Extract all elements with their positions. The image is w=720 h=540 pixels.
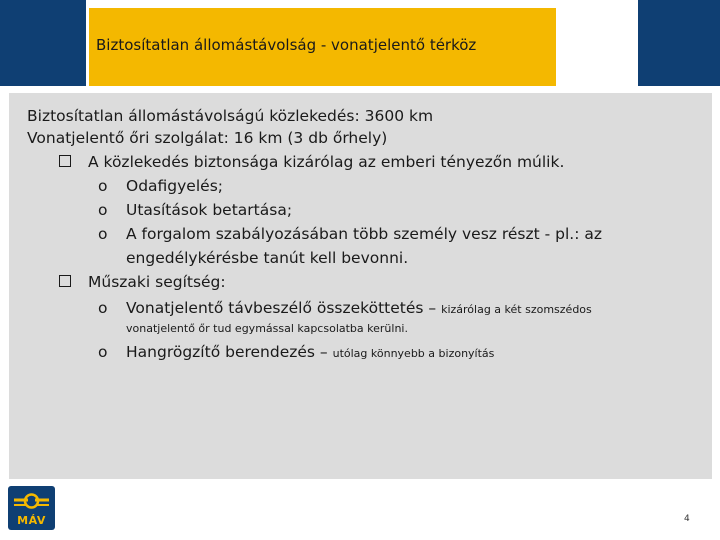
page-title: Biztosítatlan állomástávolság - vonatjelentő térköz <box>96 36 477 54</box>
sub-item-attention: Odafigyelés; <box>126 177 223 195</box>
sub-item-recorder <box>126 342 494 364</box>
square-bullet-icon <box>59 275 71 287</box>
logo-text: MÁV <box>17 514 46 527</box>
square-bullet-icon <box>59 155 71 167</box>
sub-item-traffic-line1: A forgalom szabályozásában több személy vesz részt - pl.: az <box>126 225 602 243</box>
content-panel <box>9 93 712 479</box>
sub-item-traffic-line2: engedélykérésbe tanút kell bevonni. <box>126 249 409 267</box>
circle-bullet-icon: o <box>98 177 108 195</box>
sub-item-phone-main: Vonatjelentő távbeszélő összeköttetés – <box>126 299 437 317</box>
line-total-distance: Biztosítatlan állomástávolságú közlekedés: 3600 km <box>27 107 434 125</box>
sub-item-phone-note-line2: vonatjelentő őr tud egymással kapcsolatba kerülni. <box>126 322 408 335</box>
circle-bullet-icon: o <box>98 343 108 361</box>
sub-item-recorder-note: utólag könnyebb a bizonyítás <box>332 347 495 360</box>
circle-bullet-icon: o <box>98 299 108 317</box>
header-title-bar <box>89 8 556 86</box>
bullet-safety: A közlekedés biztonsága kizárólag az emberi tényezőn múlik. <box>88 153 565 171</box>
bullet-technical: Műszaki segítség: <box>88 273 226 291</box>
circle-bullet-icon: o <box>98 225 108 243</box>
sub-item-instructions: Utasítások betartása; <box>126 201 293 219</box>
circle-bullet-icon: o <box>98 201 108 219</box>
mav-logo-icon <box>8 486 55 530</box>
header-right-block <box>638 0 720 86</box>
sub-item-phone-note: kizárólag a két szomszédos <box>441 303 592 316</box>
mav-wings-icon <box>8 486 55 516</box>
sub-item-recorder-main: Hangrögzítő berendezés – <box>126 343 328 361</box>
header-left-block <box>0 0 86 86</box>
sub-item-phone <box>126 298 592 320</box>
page-number: 4 <box>684 514 690 524</box>
line-guard-service: Vonatjelentő őri szolgálat: 16 km (3 db őrhely) <box>27 129 388 147</box>
